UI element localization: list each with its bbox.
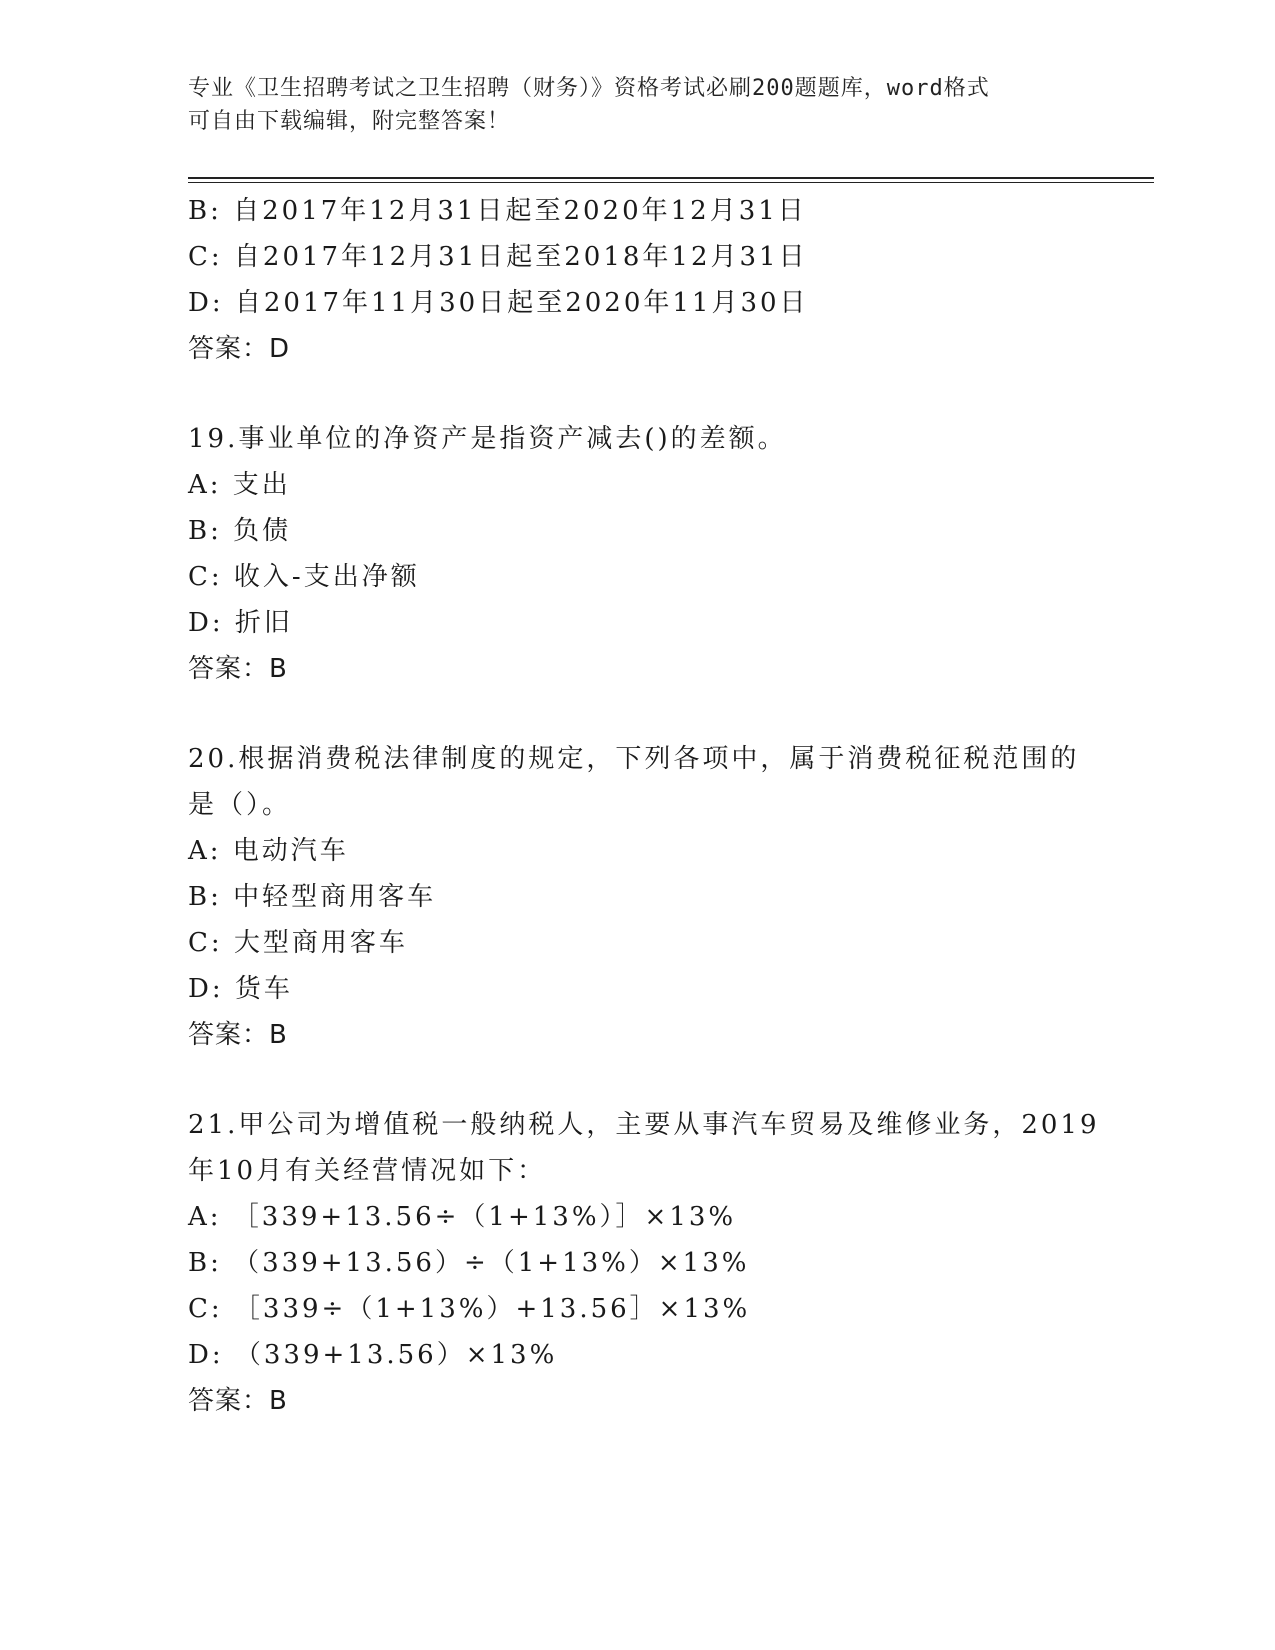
question-stem-line-1: 20.根据消费税法律制度的规定，下列各项中，属于消费税征税范围的 (188, 744, 1080, 774)
option-c: C: 大型商用客车 (188, 928, 408, 958)
question-21 (188, 1102, 1100, 1424)
option-d: D: 自2017年11月30日起至2020年11月30日 (188, 288, 809, 318)
option-b: B: 自2017年12月31日起至2020年12月31日 (188, 196, 807, 226)
option-d: D: 折旧 (188, 608, 293, 638)
header-title-line-2: 可自由下载编辑，附完整答案！ (188, 109, 511, 134)
header-divider-thick (188, 177, 1154, 179)
answer-line: 答案：B (188, 1386, 288, 1416)
answer-line: 答案：B (188, 1020, 288, 1050)
option-d: D: （339+13.56）×13% (188, 1340, 558, 1370)
question-stem-line-2: 是（）。 (188, 790, 292, 820)
option-c: C: 自2017年12月31日起至2018年12月31日 (188, 242, 808, 272)
question-19 (188, 416, 1088, 692)
option-c: C: 收入-支出净额 (188, 562, 420, 592)
option-a: A: 支出 (188, 470, 291, 500)
answer-line: 答案：B (188, 654, 288, 684)
option-c: C: ［339÷（1+13%）+13.56］×13% (188, 1294, 751, 1324)
header-divider-thin (188, 182, 1154, 183)
option-a: A: ［339+13.56÷（1+13%）］×13% (188, 1202, 737, 1232)
question-stem-line-1: 21.甲公司为增值税一般纳税人，主要从事汽车贸易及维修业务，2019 (188, 1110, 1100, 1140)
option-b: B: 负债 (188, 516, 292, 546)
answer-line: 答案：D (188, 334, 291, 364)
question-stem-line-2: 年10月有关经营情况如下： (188, 1156, 547, 1186)
document-body (188, 188, 1100, 1424)
question-stem: 19.事业单位的净资产是指资产减去()的差额。 (188, 424, 787, 454)
option-b: B: （339+13.56）÷（1+13%）×13% (188, 1248, 750, 1278)
block-spacer (188, 692, 1088, 736)
question-20 (188, 736, 1088, 1058)
question-18-continued (188, 188, 1088, 372)
option-a: A: 电动汽车 (188, 836, 349, 866)
block-spacer (188, 1058, 1088, 1102)
block-spacer (188, 372, 1088, 416)
option-d: D: 货车 (188, 974, 293, 1004)
document-header (188, 72, 1088, 138)
header-title-line-1: 专业《卫生招聘考试之卫生招聘（财务）》资格考试必刷200题题库，word格式 (188, 76, 990, 101)
option-b: B: 中轻型商用客车 (188, 882, 437, 912)
